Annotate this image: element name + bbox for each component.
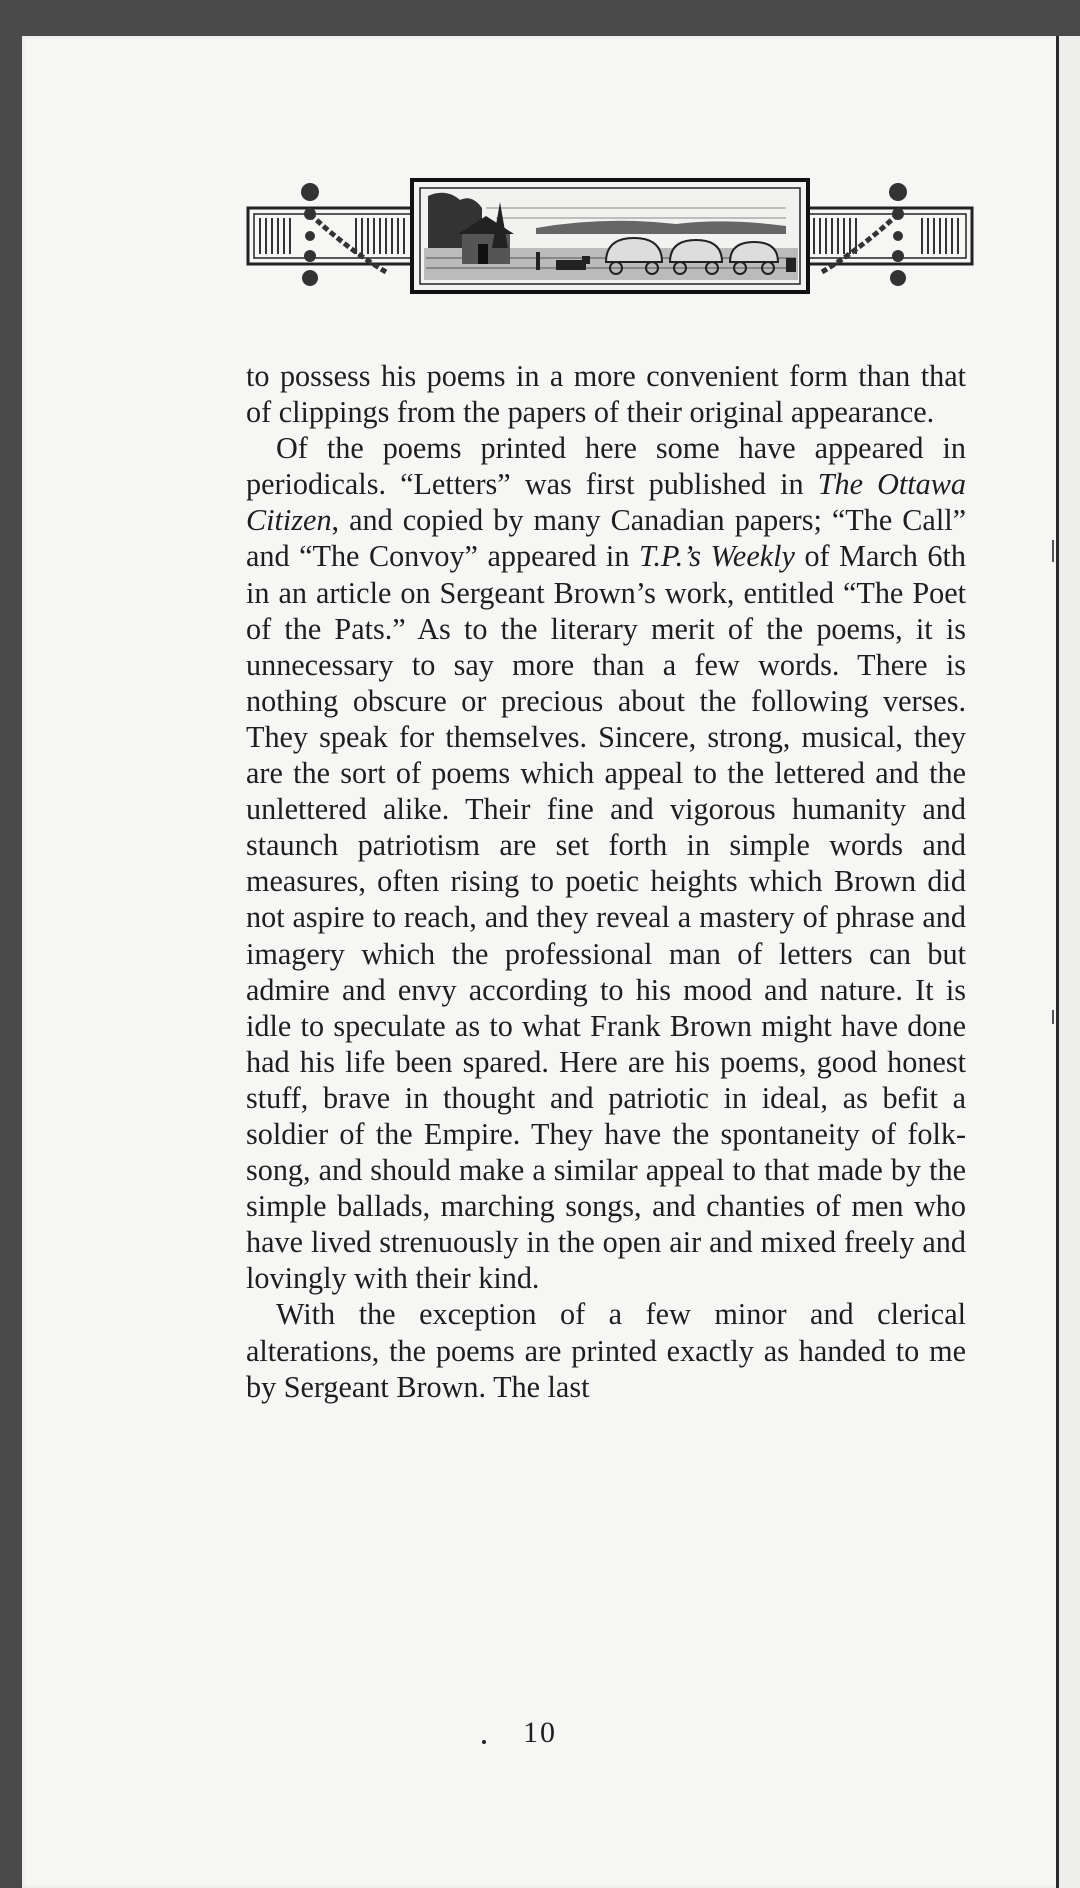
margin-mark bbox=[1052, 540, 1054, 562]
paragraph-text: to possess his poems in a more convenient form than that of clippings from the papers of their original appearance. bbox=[246, 359, 966, 430]
prairie-scene-headpiece-icon bbox=[246, 178, 974, 296]
paragraph-text: With the exception of a few minor and clerical alterations, the poems are printed exactly as handed to me by Sergeant Brown. The last bbox=[246, 1297, 966, 1404]
print-speck bbox=[482, 1740, 486, 1744]
page-number: 10 bbox=[523, 1716, 557, 1749]
next-page-edge bbox=[1059, 36, 1080, 1888]
paragraph bbox=[246, 358, 966, 430]
body-text bbox=[246, 358, 966, 1405]
paragraph-text: , and copied by many Canadian papers; “The Call” and “The Convoy” appeared in bbox=[246, 503, 966, 574]
italic-title: T.P.’s Weekly bbox=[638, 539, 795, 574]
paragraph bbox=[246, 430, 966, 1296]
italic-title: The Ottawa Citizen bbox=[246, 467, 966, 538]
paragraph-text: of March 6th in an article on Sergeant Brown’s work, entitled “The Poet of the Pats.” As to the literary merit of the poems, it is unnecessary to say more than a few words. There is nothing obscure or precious about the following verses. They speak for themselves. Sincere, strong, musical, they are the sort of poems which appeal to the lettered and the unlettered alike. Their fine and vigorous humanity and staunch patriotism are set forth in simple words and measures, often rising to poetic heights which Brown did not aspire to reach, and they reveal a mastery of phrase and imagery which the professional man of letters can but admire and envy according to his mood and nature. It is idle to speculate as to what Frank Brown might have done had his life been spared. Here are his poems, good honest stuff, brave in thought and patriotic in ideal, as befit a soldier of the Empire. They have the spontaneity of folk-song, and should make a similar appeal to that made by the simple ballads, marching songs, and chanties of men who have lived strenuously in the open air and mixed freely and lovingly with their kind. bbox=[246, 539, 966, 1296]
paragraph-text: Of the poems printed here some have appeared in periodicals. “Letters” was first published in bbox=[246, 431, 966, 502]
margin-mark bbox=[1052, 1010, 1054, 1024]
paragraph bbox=[246, 1296, 966, 1404]
